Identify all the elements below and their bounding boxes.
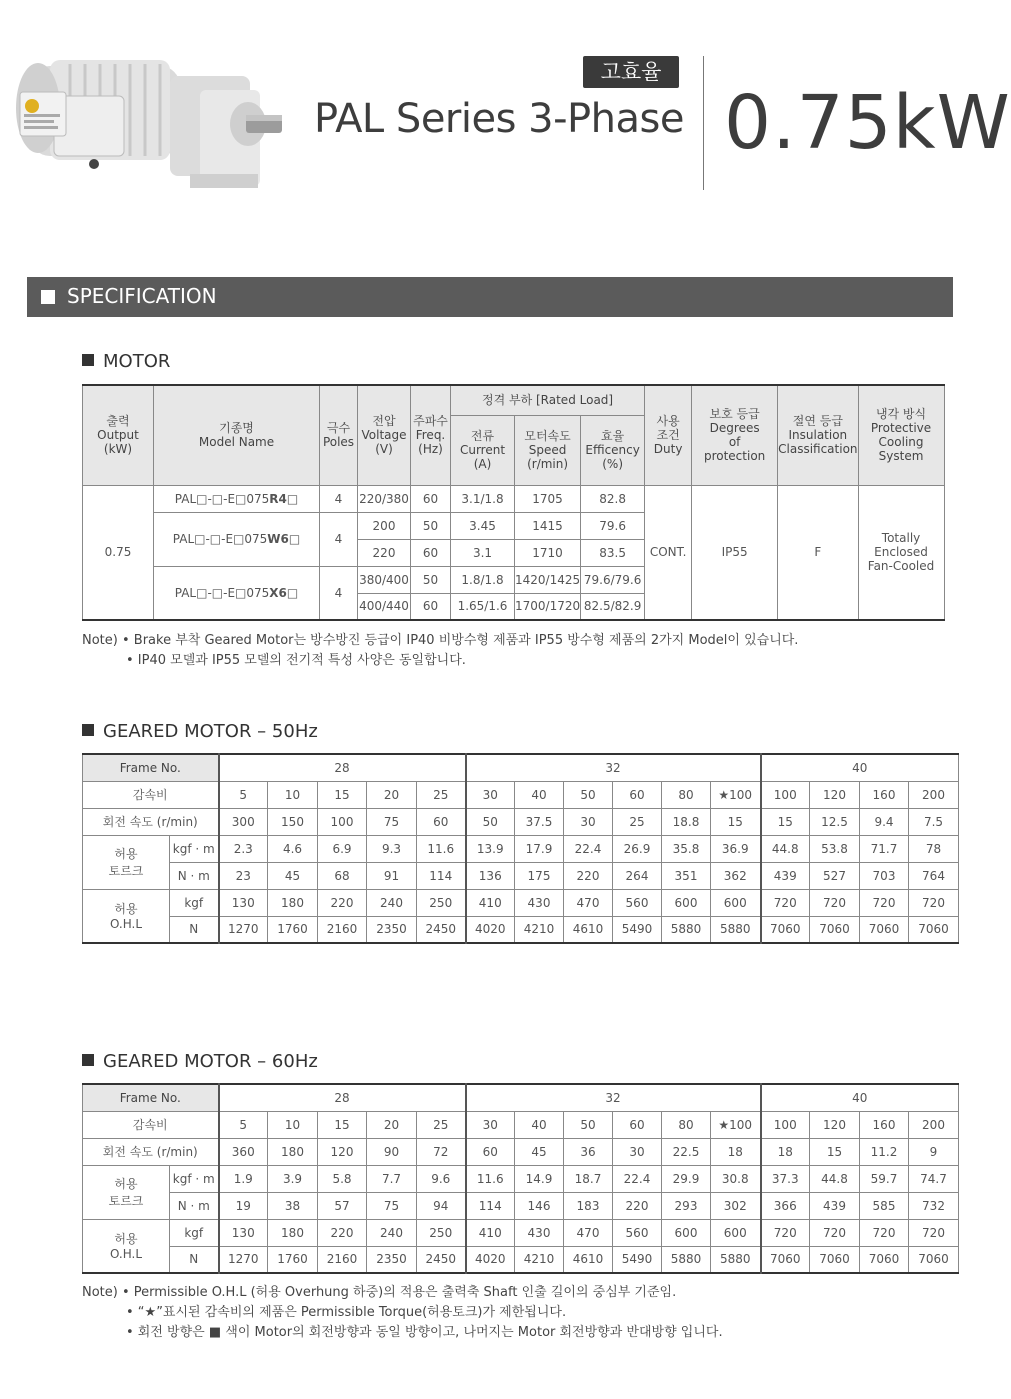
torque-kgfm-cell: 6.9 — [318, 835, 367, 862]
torque-kgfm-cell: 30.8 — [711, 1165, 761, 1192]
ohl-kgf-cell: 130 — [219, 1219, 268, 1246]
ohl-kgf-cell: 180 — [268, 889, 318, 916]
speed-cell: 100 — [318, 808, 367, 835]
speed-cell: 300 — [219, 808, 268, 835]
speed-value: 1700/1720 — [515, 593, 581, 620]
ohl-n-cell: 7060 — [761, 1246, 810, 1273]
torque-nm-cell: 293 — [662, 1192, 711, 1219]
speed-cell: 30 — [613, 1138, 662, 1165]
efficiency-header: 효율 Efficency (%) — [581, 415, 645, 485]
ohl-kgf-cell: 720 — [810, 1219, 860, 1246]
speed-cell: 45 — [515, 1138, 564, 1165]
ohl-n-cell: 7060 — [761, 916, 810, 943]
protection-header: 보호 등급 Degrees of protection — [692, 385, 778, 485]
speed-cell: 18 — [711, 1138, 761, 1165]
speed-cell: 11.2 — [860, 1138, 909, 1165]
torque-nm-cell: 439 — [810, 1192, 860, 1219]
speed-cell: 90 — [367, 1138, 417, 1165]
frame-no: 28 — [219, 754, 466, 781]
square-bullet-icon — [82, 354, 94, 366]
ohl-label: 허용 O.H.L — [83, 1219, 170, 1273]
table-row — [83, 1138, 959, 1165]
torque-nm-cell: 23 — [219, 862, 268, 889]
torque-nm-cell: 703 — [860, 862, 909, 889]
gear60-table — [82, 1083, 959, 1274]
ohl-kgf-cell: 720 — [860, 1219, 909, 1246]
unit-label: N — [170, 916, 219, 943]
voltage-value: 220/380 — [358, 485, 411, 512]
torque-kgfm-cell: 17.9 — [515, 835, 564, 862]
ratio-label: 감속비 — [83, 1111, 219, 1138]
table-row — [83, 1192, 959, 1219]
speed-cell: 15 — [761, 808, 810, 835]
torque-nm-cell: 94 — [417, 1192, 466, 1219]
ohl-n-cell: 5880 — [662, 1246, 711, 1273]
ohl-n-cell: 4210 — [515, 1246, 564, 1273]
model-header: 기종명 Model Name — [154, 385, 320, 485]
frame-no: 40 — [761, 754, 959, 781]
ohl-n-cell: 1270 — [219, 1246, 268, 1273]
ratio-cell: 60 — [613, 781, 662, 808]
ohl-n-cell: 7060 — [909, 1246, 959, 1273]
table-row — [83, 1246, 959, 1273]
ohl-kgf-cell: 430 — [515, 1219, 564, 1246]
table-row — [83, 485, 945, 512]
freq-value: 60 — [411, 539, 451, 566]
ratio-cell: 25 — [417, 781, 466, 808]
torque-nm-cell: 264 — [613, 862, 662, 889]
table-row — [83, 862, 959, 889]
note-line: Note) • Permissible O.H.L (허용 Overhung 하중)의 적용은 출력축 Shaft 인출 길이의 중심부 기준임. — [82, 1285, 677, 1300]
speed-cell: 37.5 — [515, 808, 564, 835]
insulation-value: F — [778, 485, 858, 620]
current-value: 3.1 — [451, 539, 515, 566]
duty-value: CONT. — [645, 485, 692, 620]
speed-cell: 60 — [466, 1138, 515, 1165]
table-row — [83, 808, 959, 835]
motor-spec-table — [82, 384, 945, 621]
ratio-cell: 100 — [761, 781, 810, 808]
ohl-n-cell: 2450 — [417, 1246, 466, 1273]
ohl-kgf-cell: 470 — [564, 889, 613, 916]
speed-cell: 9.4 — [860, 808, 909, 835]
freq-value: 60 — [411, 593, 451, 620]
torque-nm-cell: 585 — [860, 1192, 909, 1219]
table-row — [83, 1111, 959, 1138]
torque-nm-cell: 114 — [417, 862, 466, 889]
torque-kgfm-cell: 1.9 — [219, 1165, 268, 1192]
torque-nm-cell: 68 — [318, 862, 367, 889]
frame-label: Frame No. — [83, 1084, 219, 1111]
ohl-n-cell: 2350 — [367, 1246, 417, 1273]
torque-kgfm-cell: 26.9 — [613, 835, 662, 862]
torque-nm-cell: 764 — [909, 862, 959, 889]
speed-label: 회전 속도 (r/min) — [83, 1138, 219, 1165]
speed-header: 모터속도 Speed (r/min) — [515, 415, 581, 485]
speed-cell: 120 — [318, 1138, 367, 1165]
ohl-kgf-cell: 240 — [367, 889, 417, 916]
unit-label: kgf · m — [170, 835, 219, 862]
ratio-cell: 15 — [318, 781, 367, 808]
current-header: 전류 Current (A) — [451, 415, 515, 485]
torque-nm-cell: 136 — [466, 862, 515, 889]
ratio-cell: 25 — [417, 1111, 466, 1138]
table-row — [83, 1165, 959, 1192]
poles-header: 극수 Poles — [320, 385, 358, 485]
ohl-kgf-cell: 250 — [417, 889, 466, 916]
speed-cell: 60 — [417, 808, 466, 835]
series-title: PAL Series 3-Phase — [314, 96, 684, 142]
ratio-cell: 60 — [613, 1111, 662, 1138]
ratio-cell: 5 — [219, 1111, 268, 1138]
unit-label: kgf — [170, 889, 219, 916]
current-value: 3.1/1.8 — [451, 485, 515, 512]
torque-nm-cell: 732 — [909, 1192, 959, 1219]
unit-label: kgf · m — [170, 1165, 219, 1192]
ohl-kgf-cell: 720 — [810, 889, 860, 916]
ratio-cell: 50 — [564, 781, 613, 808]
table-row — [83, 889, 959, 916]
model-name: PAL□-□-E□075R4□ — [154, 485, 320, 512]
motor-notes — [82, 631, 798, 671]
poles-value: 4 — [320, 566, 358, 620]
torque-nm-cell: 362 — [711, 862, 761, 889]
ratio-cell: 160 — [860, 781, 909, 808]
model-name: PAL□-□-E□075W6□ — [154, 512, 320, 566]
gear50-section-title: GEARED MOTOR – 50Hz — [82, 721, 318, 742]
torque-kgfm-cell: 35.8 — [662, 835, 711, 862]
torque-kgfm-cell: 5.8 — [318, 1165, 367, 1192]
ratio-cell: 80 — [662, 781, 711, 808]
ohl-n-cell: 4020 — [466, 1246, 515, 1273]
torque-kgfm-cell: 36.9 — [711, 835, 761, 862]
torque-nm-cell: 183 — [564, 1192, 613, 1219]
speed-cell: 30 — [564, 808, 613, 835]
speed-cell: 72 — [417, 1138, 466, 1165]
ratio-cell: 200 — [909, 781, 959, 808]
torque-kgfm-cell: 13.9 — [466, 835, 515, 862]
torque-nm-cell: 175 — [515, 862, 564, 889]
ohl-n-cell: 7060 — [810, 916, 860, 943]
specification-bar — [27, 277, 953, 317]
cooling-value: Totally Enclosed Fan-Cooled — [858, 485, 944, 620]
torque-nm-cell: 220 — [564, 862, 613, 889]
torque-kgfm-cell: 71.7 — [860, 835, 909, 862]
speed-value: 1415 — [515, 512, 581, 539]
ratio-cell: 160 — [860, 1111, 909, 1138]
torque-kgfm-cell: 14.9 — [515, 1165, 564, 1192]
ratio-cell: 10 — [268, 1111, 318, 1138]
torque-kgfm-cell: 44.8 — [810, 1165, 860, 1192]
frame-no: 28 — [219, 1084, 466, 1111]
speed-cell: 36 — [564, 1138, 613, 1165]
current-value: 1.8/1.8 — [451, 566, 515, 593]
ohl-kgf-cell: 720 — [909, 889, 959, 916]
torque-kgfm-cell: 78 — [909, 835, 959, 862]
ratio-cell: 20 — [367, 781, 417, 808]
speed-cell: 150 — [268, 808, 318, 835]
ratio-cell: 30 — [466, 1111, 515, 1138]
table-row — [83, 754, 959, 781]
model-name: PAL□-□-E□075X6□ — [154, 566, 320, 620]
ohl-kgf-cell: 240 — [367, 1219, 417, 1246]
gear50-table — [82, 753, 959, 944]
torque-nm-cell: 19 — [219, 1192, 268, 1219]
torque-kgfm-cell: 7.7 — [367, 1165, 417, 1192]
current-value: 3.45 — [451, 512, 515, 539]
rated-load-header: 정격 부하 [Rated Load] — [451, 385, 645, 415]
ohl-n-cell: 1270 — [219, 916, 268, 943]
poles-value: 4 — [320, 512, 358, 566]
note-line: • “★”표시된 감속비의 제품은 Permissible Torque(허용토크)가 제한됩니다. — [126, 1305, 567, 1320]
torque-kgfm-cell: 18.7 — [564, 1165, 613, 1192]
torque-kgfm-cell: 11.6 — [417, 835, 466, 862]
ohl-n-cell: 2350 — [367, 916, 417, 943]
ohl-kgf-cell: 600 — [711, 889, 761, 916]
protection-value: IP55 — [692, 485, 778, 620]
speed-value: 1420/1425 — [515, 566, 581, 593]
ohl-kgf-cell: 720 — [909, 1219, 959, 1246]
torque-nm-cell: 220 — [613, 1192, 662, 1219]
output-value: 0.75 — [83, 485, 154, 620]
ratio-cell: ★100 — [711, 781, 761, 808]
ratio-cell: 100 — [761, 1111, 810, 1138]
ohl-n-cell: 7060 — [810, 1246, 860, 1273]
ohl-kgf-cell: 410 — [466, 1219, 515, 1246]
torque-nm-cell: 146 — [515, 1192, 564, 1219]
speed-cell: 360 — [219, 1138, 268, 1165]
poles-value: 4 — [320, 485, 358, 512]
unit-label: N — [170, 1246, 219, 1273]
speed-cell: 7.5 — [909, 808, 959, 835]
voltage-value: 380/400 — [358, 566, 411, 593]
ratio-cell: 5 — [219, 781, 268, 808]
ratio-cell: 120 — [810, 781, 860, 808]
ratio-label: 감속비 — [83, 781, 219, 808]
note-line: Note) • Brake 부착 Geared Motor는 방수방진 등급이 IP40 비방수형 제품과 IP55 방수형 제품의 2가지 Model이 있습니다. — [82, 633, 799, 648]
speed-cell: 18.8 — [662, 808, 711, 835]
torque-nm-cell: 91 — [367, 862, 417, 889]
speed-cell: 22.5 — [662, 1138, 711, 1165]
ratio-cell: 50 — [564, 1111, 613, 1138]
voltage-value: 200 — [358, 512, 411, 539]
torque-kgfm-cell: 4.6 — [268, 835, 318, 862]
insulation-header: 절연 등급 Insulation Classification — [778, 385, 858, 485]
table-row — [83, 1084, 959, 1111]
speed-cell: 50 — [466, 808, 515, 835]
torque-kgfm-cell: 53.8 — [810, 835, 860, 862]
unit-label: N · m — [170, 1192, 219, 1219]
ohl-kgf-cell: 720 — [761, 1219, 810, 1246]
high-efficiency-badge: 고효율 — [583, 56, 679, 88]
ratio-cell: 10 — [268, 781, 318, 808]
ohl-n-cell: 7060 — [860, 916, 909, 943]
unit-label: N · m — [170, 862, 219, 889]
geared-motor-image — [10, 46, 290, 196]
torque-nm-cell: 45 — [268, 862, 318, 889]
ohl-kgf-cell: 470 — [564, 1219, 613, 1246]
ohl-n-cell: 2160 — [318, 916, 367, 943]
freq-value: 50 — [411, 566, 451, 593]
voltage-value: 220 — [358, 539, 411, 566]
efficiency-value: 79.6 — [581, 512, 645, 539]
torque-nm-cell: 527 — [810, 862, 860, 889]
square-bullet-icon — [82, 724, 94, 736]
torque-nm-cell: 114 — [466, 1192, 515, 1219]
ohl-n-cell: 5490 — [613, 916, 662, 943]
ohl-kgf-cell: 220 — [318, 1219, 367, 1246]
ohl-n-cell: 5880 — [711, 916, 761, 943]
cooling-header: 냉각 방식 Protective Cooling System — [858, 385, 944, 485]
unit-label: kgf — [170, 1219, 219, 1246]
speed-cell: 12.5 — [810, 808, 860, 835]
ohl-kgf-cell: 600 — [711, 1219, 761, 1246]
speed-cell: 15 — [810, 1138, 860, 1165]
torque-nm-cell: 75 — [367, 1192, 417, 1219]
ohl-n-cell: 2450 — [417, 916, 466, 943]
ohl-kgf-cell: 220 — [318, 889, 367, 916]
frame-no: 32 — [466, 1084, 761, 1111]
gear-notes — [82, 1283, 723, 1343]
speed-value: 1705 — [515, 485, 581, 512]
note-line: • 회전 방향은 ■ 색이 Motor의 회전방향과 동일 방향이고, 나머지는 Motor 회전방향과 반대방향 입니다. — [126, 1325, 723, 1340]
voltage-header: 전압 Voltage (V) — [358, 385, 411, 485]
speed-cell: 18 — [761, 1138, 810, 1165]
torque-kgfm-cell: 9.3 — [367, 835, 417, 862]
square-bullet-icon — [41, 290, 55, 304]
ohl-n-cell: 4610 — [564, 1246, 613, 1273]
ohl-kgf-cell: 410 — [466, 889, 515, 916]
speed-label: 회전 속도 (r/min) — [83, 808, 219, 835]
ohl-n-cell: 5490 — [613, 1246, 662, 1273]
efficiency-value: 79.6/79.6 — [581, 566, 645, 593]
speed-cell: 9 — [909, 1138, 959, 1165]
ohl-n-cell: 7060 — [860, 1246, 909, 1273]
table-row — [83, 916, 959, 943]
output-header: 출력 Output (kW) — [83, 385, 154, 485]
frame-label: Frame No. — [83, 754, 219, 781]
torque-kgfm-cell: 2.3 — [219, 835, 268, 862]
speed-cell: 180 — [268, 1138, 318, 1165]
table-row — [83, 1219, 959, 1246]
note-line: • IP40 모델과 IP55 모델의 전기적 특성 사양은 동일합니다. — [126, 653, 466, 668]
torque-kgfm-cell: 37.3 — [761, 1165, 810, 1192]
ohl-kgf-cell: 250 — [417, 1219, 466, 1246]
torque-kgfm-cell: 44.8 — [761, 835, 810, 862]
speed-cell: 15 — [711, 808, 761, 835]
ohl-n-cell: 4020 — [466, 916, 515, 943]
torque-nm-cell: 351 — [662, 862, 711, 889]
current-value: 1.65/1.6 — [451, 593, 515, 620]
torque-label: 허용 토르크 — [83, 835, 170, 889]
torque-nm-cell: 38 — [268, 1192, 318, 1219]
torque-kgfm-cell: 74.7 — [909, 1165, 959, 1192]
torque-nm-cell: 366 — [761, 1192, 810, 1219]
ratio-cell: 40 — [515, 1111, 564, 1138]
torque-nm-cell: 439 — [761, 862, 810, 889]
header-divider — [703, 56, 704, 190]
ratio-cell: 15 — [318, 1111, 367, 1138]
ohl-n-cell: 1760 — [268, 1246, 318, 1273]
torque-kgfm-cell: 29.9 — [662, 1165, 711, 1192]
ohl-n-cell: 7060 — [909, 916, 959, 943]
speed-value: 1710 — [515, 539, 581, 566]
duty-header: 사용 조건 Duty — [645, 385, 692, 485]
voltage-value: 400/440 — [358, 593, 411, 620]
efficiency-value: 83.5 — [581, 539, 645, 566]
table-row — [83, 835, 959, 862]
frame-no: 32 — [466, 754, 761, 781]
speed-cell: 75 — [367, 808, 417, 835]
ohl-kgf-cell: 430 — [515, 889, 564, 916]
ratio-cell: ★100 — [711, 1111, 761, 1138]
torque-nm-cell: 57 — [318, 1192, 367, 1219]
power-rating: 0.75kW — [724, 80, 1011, 166]
torque-kgfm-cell: 9.6 — [417, 1165, 466, 1192]
motor-section-title: MOTOR — [82, 351, 170, 372]
ratio-cell: 40 — [515, 781, 564, 808]
ohl-n-cell: 1760 — [268, 916, 318, 943]
torque-kgfm-cell: 22.4 — [564, 835, 613, 862]
freq-value: 50 — [411, 512, 451, 539]
specification-title: SPECIFICATION — [67, 284, 217, 308]
ohl-n-cell: 5880 — [662, 916, 711, 943]
freq-header: 주파수 Freq. (Hz) — [411, 385, 451, 485]
efficiency-value: 82.8 — [581, 485, 645, 512]
ohl-n-cell: 4210 — [515, 916, 564, 943]
efficiency-value: 82.5/82.9 — [581, 593, 645, 620]
torque-kgfm-cell: 59.7 — [860, 1165, 909, 1192]
frame-no: 40 — [761, 1084, 959, 1111]
ratio-cell: 20 — [367, 1111, 417, 1138]
freq-value: 60 — [411, 485, 451, 512]
ratio-cell: 120 — [810, 1111, 860, 1138]
ohl-kgf-cell: 720 — [860, 889, 909, 916]
ohl-kgf-cell: 720 — [761, 889, 810, 916]
torque-nm-cell: 302 — [711, 1192, 761, 1219]
ratio-cell: 200 — [909, 1111, 959, 1138]
speed-cell: 25 — [613, 808, 662, 835]
torque-kgfm-cell: 11.6 — [466, 1165, 515, 1192]
table-row — [83, 781, 959, 808]
ohl-n-cell: 4610 — [564, 916, 613, 943]
ohl-label: 허용 O.H.L — [83, 889, 170, 943]
gear60-section-title: GEARED MOTOR – 60Hz — [82, 1051, 318, 1072]
ohl-n-cell: 2160 — [318, 1246, 367, 1273]
ohl-n-cell: 5880 — [711, 1246, 761, 1273]
ohl-kgf-cell: 560 — [613, 1219, 662, 1246]
ohl-kgf-cell: 130 — [219, 889, 268, 916]
ohl-kgf-cell: 600 — [662, 1219, 711, 1246]
ohl-kgf-cell: 180 — [268, 1219, 318, 1246]
square-bullet-icon — [82, 1054, 94, 1066]
torque-label: 허용 토르크 — [83, 1165, 170, 1219]
torque-kgfm-cell: 22.4 — [613, 1165, 662, 1192]
ratio-cell: 30 — [466, 781, 515, 808]
torque-kgfm-cell: 3.9 — [268, 1165, 318, 1192]
ohl-kgf-cell: 560 — [613, 889, 662, 916]
ratio-cell: 80 — [662, 1111, 711, 1138]
ohl-kgf-cell: 600 — [662, 889, 711, 916]
